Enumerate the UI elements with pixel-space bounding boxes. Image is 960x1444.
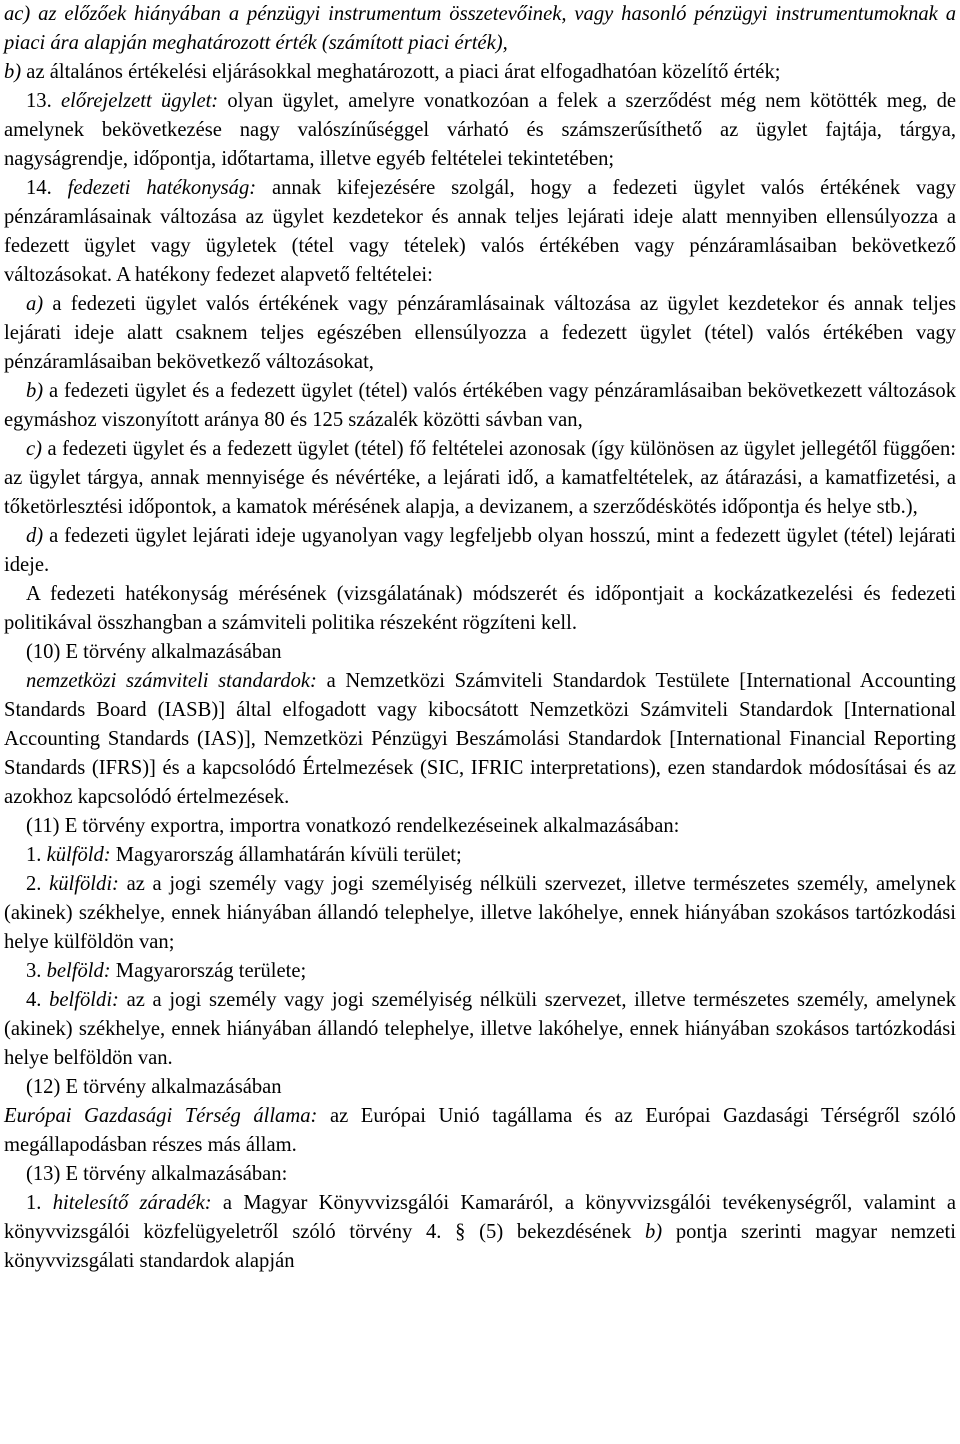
text-run: 2.: [26, 873, 50, 895]
text-run: Magyarország államhatárán kívüli terület;: [110, 844, 462, 866]
italic-term: ac) az előzőek hiányában a pénzügyi instrumentum összetevőinek, vagy hasonló pénzügyi instrumentumoknak a piaci ára alapján meghatározott érték (számított piaci érték),: [4, 3, 956, 54]
paragraph: [4, 1189, 956, 1276]
text-run: 1.: [26, 844, 47, 866]
paragraph: [4, 1102, 956, 1160]
italic-term: fedezeti hatékonyság:: [67, 177, 257, 199]
italic-term: nemzetközi számviteli standardok:: [26, 670, 317, 692]
text-run: a fedezeti ügylet és a fedezett ügylet (tétel) valós értékében vagy pénzáramlásaiban bekövetkezett változások egymáshoz viszonyított aránya 80 és 125 százalék közötti sávban van,: [4, 380, 956, 431]
italic-term: belföldi:: [49, 989, 119, 1011]
text-run: A fedezeti hatékonyság mérésének (vizsgálatának) módszerét és időpontjait a kockázatkezelési és fedezeti politikával összhangban a számviteli politika részeként rögzíteni kell.: [4, 583, 956, 634]
paragraph: [4, 638, 956, 667]
text-run: 4.: [26, 989, 50, 1011]
paragraph: [4, 1073, 956, 1102]
paragraph: [4, 957, 956, 986]
italic-term: d): [26, 525, 44, 547]
italic-term: belföld:: [46, 960, 111, 982]
text-run: annak kifejezésére szolgál, hogy a fedezeti ügylet valós értékének vagy pénzáramlásainak változása az ügylet kezdetekor és annak teljes lejárati ideje alatt mennyiben ellensúlyozza a fedezett ügylet vagy ügyletek (tétel vagy tételek) valós értékében vagy pénzáramlásaiban bekövetkező változásokat. A hatékony fedezet alapvető feltételei:: [4, 177, 957, 286]
text-run: a fedezeti ügylet lejárati ideje ugyanolyan vagy legfeljebb olyan hosszú, mint a fedezett ügylet (tétel) lejárati ideje.: [4, 525, 956, 576]
paragraph: [4, 522, 956, 580]
italic-term: külföld:: [46, 844, 111, 866]
paragraph: [4, 290, 956, 377]
paragraph: [4, 58, 956, 87]
paragraph: [4, 580, 956, 638]
text-run: 14.: [26, 177, 68, 199]
text-run: a Nemzetközi Számviteli Standardok Testülete [International Accounting Standards Board (IASB)] által elfogadott vagy kibocsátott Nemzetközi Számviteli Standardok [International Accounting Standards (IAS)], Nemzetközi Pénzügyi Beszámolási Standardok [International Financial Reporting Standards (IFRS)] és a kapcsolódó Értelmezések (SIC, IFRIC interpretations), ezen standardok módosításai és az azokhoz kapcsolódó értelmezések.: [4, 670, 956, 808]
text-run: (10) E törvény alkalmazásában: [26, 641, 282, 663]
text-run: az általános értékelési eljárásokkal meghatározott, a piaci árat elfogadhatóan közelítő érték;: [21, 61, 781, 83]
italic-term: a): [26, 293, 44, 315]
text-run: a fedezeti ügylet valós értékének vagy pénzáramlásainak változása az ügylet kezdetekor és annak teljes lejárati ideje alatt csaknem teljes egészében ellensúlyozza a fedezett ügylet (tétel) valós értékében vagy pénzáramlásaiban bekövetkező változásokat,: [4, 293, 956, 373]
text-run: az a jogi személy vagy jogi személyiség nélküli szervezet, illetve természetes személy, amelynek (akinek) székhelye, ennek hiányában állandó telephelye, illetve lakóhelye, ennek hiányában szokásos tartózkodási helye külföldön van;: [4, 873, 957, 953]
paragraph: [4, 667, 956, 812]
paragraph: [4, 870, 956, 957]
paragraph: [4, 986, 956, 1073]
text-run: az Európai Unió tagállama és az Európai Gazdasági Térségről szóló megállapodásban részes más állam.: [4, 1105, 956, 1156]
paragraph: [4, 87, 956, 174]
italic-term: előrejelzett ügylet:: [61, 90, 219, 112]
text-run: Magyarország területe;: [110, 960, 307, 982]
paragraph: [4, 377, 956, 435]
text-run: 1.: [26, 1192, 53, 1214]
text-run: az a jogi személy vagy jogi személyiség nélküli szervezet, illetve természetes személy, amelynek (akinek) székhelye, ennek hiányában állandó telephelye, illetve lakóhelye, ennek hiányában szokásos tartózkodási helye belföldön van.: [4, 989, 957, 1069]
paragraph: [4, 841, 956, 870]
italic-term: külföldi:: [49, 873, 119, 895]
text-run: (13) E törvény alkalmazásában:: [26, 1163, 288, 1185]
text-run: a Magyar Könyvvizsgálói Kamaráról, a könyvvizsgálói tevékenységről, valamint a könyvvizsgálói közfelügyeletről szóló törvény 4. § (5) bekezdésének: [4, 1192, 957, 1243]
text-run: 13.: [26, 90, 61, 112]
italic-term: b): [4, 61, 22, 83]
italic-term: b): [644, 1221, 663, 1243]
text-run: pontja szerinti magyar nemzeti könyvvizsgálati standardok alapján: [4, 1221, 956, 1272]
text-run: 3.: [26, 960, 47, 982]
paragraph: [4, 174, 956, 290]
italic-term: b): [26, 380, 44, 402]
italic-term: Európai Gazdasági Térség állama:: [4, 1105, 318, 1127]
italic-term: c): [26, 438, 42, 460]
italic-term: hitelesítő záradék:: [52, 1192, 212, 1214]
paragraph: [4, 0, 956, 58]
paragraph: [4, 812, 956, 841]
paragraph: [4, 1160, 956, 1189]
text-run: (12) E törvény alkalmazásában: [26, 1076, 282, 1098]
paragraph: [4, 435, 956, 522]
text-run: olyan ügylet, amelyre vonatkozóan a felek a szerződést még nem kötötték meg, de amelynek bekövetkezése nagy valószínűséggel várható és számszerűsíthető az ügylet fajtája, tárgya, nagyságrendje, időpontja, időtartama, illetve egyéb feltételei tekintetében;: [4, 90, 957, 170]
text-run: (11) E törvény exportra, importra vonatkozó rendelkezéseinek alkalmazásában:: [26, 815, 680, 837]
text-run: a fedezeti ügylet és a fedezett ügylet (tétel) fő feltételei azonosak (így különösen az ügylet jellegétől függően: az ügylet tárgya, annak mennyisége és névértéke, a lejárati idő, a kamatfeltételek, az átárazási, a kamatfizetési, a tőketörlesztési időpontok, a kamatok mérésének alapja, a devizanem, a szerződéskötés időpontja és helye stb.),: [4, 438, 956, 518]
